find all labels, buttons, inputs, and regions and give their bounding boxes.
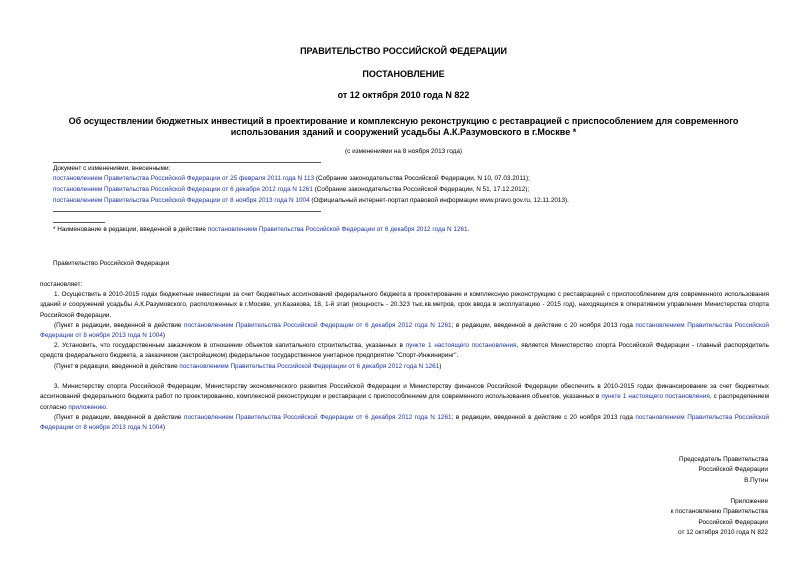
document-date-number: от 12 октября 2010 года N 822	[337, 90, 470, 100]
note-text: )	[162, 332, 166, 340]
document-kind: ПОСТАНОВЛЕНИЕ	[362, 69, 445, 79]
footnote	[53, 225, 469, 235]
document-subject	[0, 116, 807, 138]
appendix-country: Российской Федерации	[698, 518, 768, 526]
paragraph-1: 1. Осуществить в 2010-2015 годах бюджетные инвестиции за счет бюджетных ассигнований федерального бюджета в проектирование и комплексную реконструкцию с реставрацией с приспособлением для современного использования зданий и сооружений усадьбы А.К.Разумовского, расположенных в г.Москве, ул.Казакова, 18, 1-й этап (мощность - 20.323 тыс.кв.метров, срок ввода в эксплуатацию - 2015 год), находящихся в оперативном управлении Министерства спорта Российской Федерации.	[40, 291, 769, 319]
paragraph-2	[40, 341, 769, 362]
note-text: ; в редакции, введенной в действие с 20 ноября 2013 года	[451, 322, 636, 329]
footnote-link[interactable]: постановлением Правительства Российской Федерации от 6 декабря 2012 года N 1261	[207, 226, 468, 233]
subject-line-2: использования зданий и сооружений усадьбы А.К.Разумовского в г.Москве *	[230, 127, 577, 137]
decides-label: постановляет:	[40, 281, 83, 288]
note-text: )	[439, 363, 442, 370]
change-item	[53, 174, 530, 184]
change-item	[53, 196, 569, 206]
paragraph-text: , с распределением согласно	[40, 393, 769, 411]
changes-divider-bottom	[53, 211, 321, 212]
paragraph-text: , является Министерство спорта Российской Федерации - главный распорядитель средств федерального бюджета, а заказчиком (застройщиком) федеральное государственное унитарное предприятие "Спорт-Инжиниринг".	[40, 342, 769, 360]
paragraph-3	[40, 382, 769, 413]
change-link-3[interactable]: постановлением Правительства Российской Федерации от 8 ноября 2013 года N 1004	[53, 197, 310, 204]
change-link-1[interactable]: постановлением Правительства Российской Федерации от 25 февраля 2011 года N 113	[53, 175, 315, 182]
changes-intro: Документ с изменениями, внесенными:	[53, 165, 171, 172]
note-link[interactable]: постановлением Правительства Российской Федерации от 6 декабря 2012 года N 1261	[184, 322, 452, 329]
change-item	[53, 185, 529, 195]
appendix-title: Приложение	[730, 498, 768, 505]
note-text: (Пункт в редакции, введенной в действие	[54, 414, 185, 421]
note-text: (Пункт в редакции, введенной в действие	[54, 363, 180, 370]
footnote-end: .	[467, 226, 470, 233]
signature-name: В.Путин	[744, 476, 768, 484]
footnote-divider	[53, 222, 105, 223]
appendix-date: от 12 октября 2010 года N 822	[678, 528, 768, 536]
paragraph-link[interactable]: пункте 1 настоящего постановления	[601, 393, 710, 401]
edition-note: (с изменениями на 8 ноября 2013 года)	[344, 148, 463, 155]
paragraph-3-note	[40, 413, 769, 434]
change-source-1: (Собрание законодательства Российской Федерации, N 10, 07.03.2011);	[314, 175, 530, 182]
signature-block	[679, 455, 768, 486]
note-text: ; в редакции, введенной в действие с 20 ноября 2013 года	[451, 414, 636, 421]
paragraph-link[interactable]: пункте 1 настоящего постановления	[405, 342, 517, 349]
issuer: Правительство Российской Федерации	[53, 260, 170, 267]
government-title: ПРАВИТЕЛЬСТВО РОССИЙСКОЙ ФЕДЕРАЦИИ	[300, 46, 507, 56]
paragraph-2-note	[40, 362, 769, 372]
note-text: (Пункт в редакции, введенной в действие	[54, 322, 185, 329]
note-text: )	[162, 424, 166, 432]
appendix-link[interactable]: приложению	[68, 403, 106, 411]
subject-line-1: Об осуществлении бюджетных инвестиций в проектирование и комплексную реконструкцию с реставрацией с приспособлением для современного	[68, 116, 739, 126]
signature-position: Председатель Правительства	[679, 456, 768, 463]
appendix-block	[671, 497, 768, 538]
paragraph-text: 2. Установить, что государственным заказчиком в отношении объектов капитального строительства, указанных в	[54, 342, 406, 349]
appendix-ref: к постановлению Правительства	[670, 508, 768, 516]
changes-divider	[53, 162, 321, 163]
note-link[interactable]: постановлением Правительства Российской Федерации от 6 декабря 2012 года N 1261	[184, 414, 452, 421]
paragraph-text: 3. Министерству спорта Российской Федерации, Министерству экономического развития Российской Федерации и Министерству финансов Российской Федерации обеспечить в 2010-2015 годах финансирование за счет бюджетных ассигнований федерального бюджета работ по проектированию, комплексной реконструкции и реставрации с приспособлением для современного использования объектов, указанных в	[40, 383, 769, 401]
signature-country: Российской Федерации	[698, 466, 768, 474]
note-link[interactable]: постановлением Правительства Российской Федерации от 6 декабря 2012 года N 1261	[179, 363, 440, 370]
paragraph-text: .	[105, 403, 108, 411]
paragraph-1-note	[40, 321, 769, 342]
change-source-2: (Собрание законодательства Российской Федерации, N 51, 17.12.2012);	[312, 186, 530, 193]
change-source-3: (Официальный интернет-портал правовой информации www.pravo.gov.ru, 12.11.2013).	[309, 197, 569, 204]
note-link[interactable]: постановлением Правительства Российской Федерации от 8 ноября 2013 года N 1004	[40, 414, 769, 432]
note-link[interactable]: постановлением Правительства Российской Федерации от 8 ноября 2013 года N 1004	[40, 322, 769, 340]
change-link-2[interactable]: постановлением Правительства Российской Федерации от 6 декабря 2012 года N 1261	[53, 186, 313, 193]
footnote-text: * Наименование в редакции, введенной в действие	[53, 226, 208, 233]
